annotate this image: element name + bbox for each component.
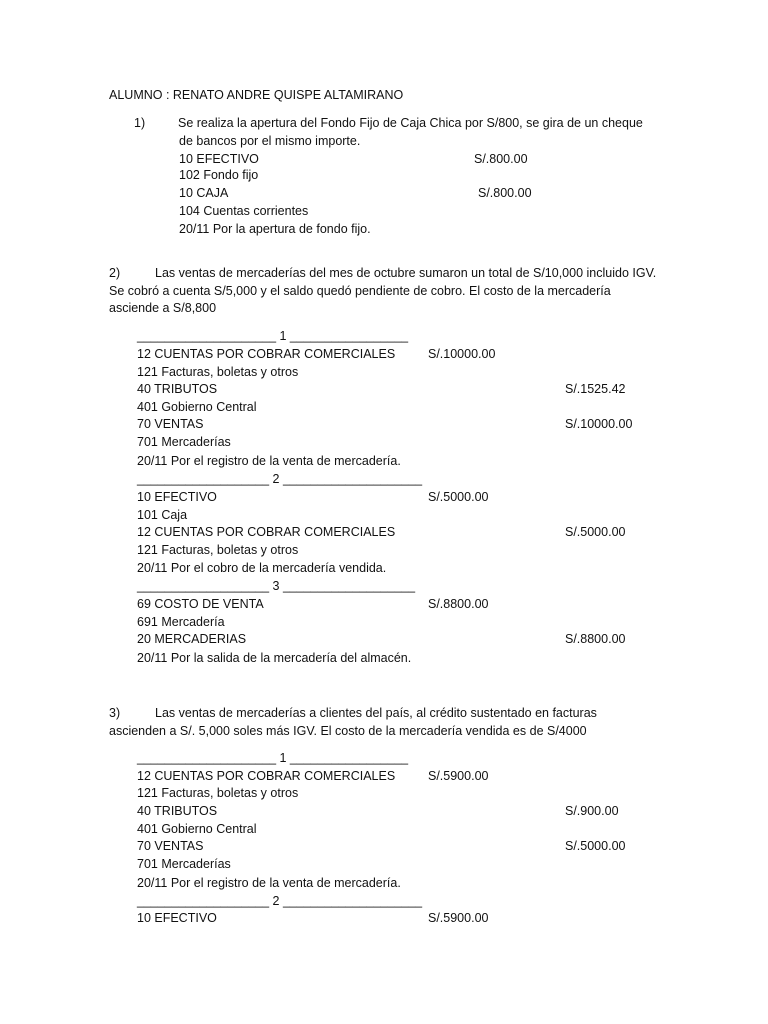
- ex2-statement: [109, 265, 657, 318]
- ex2-entry-line: 701 Mercaderías: [137, 435, 231, 449]
- ex3-entry-line: 70 VENTAS: [137, 839, 204, 853]
- ex1-statement-line1: Se realiza la apertura del Fondo Fijo de Caja Chica por S/800, se gira de un cheque: [178, 116, 643, 130]
- ex3-statement-text: Las ventas de mercaderías a clientes del país, al crédito sustentado en facturas ascienden a S/. 5,000 soles más IGV. El costo de la mercadería vendida es de S/4000: [109, 706, 597, 738]
- ex2-entry-line: 10 EFECTIVO: [137, 490, 217, 504]
- entry-separator: ___________________ 3 ___________________: [137, 579, 416, 593]
- ex2-statement-text: Las ventas de mercaderías del mes de octubre sumaron un total de S/10,000 incluido IGV. Se cobró a cuenta S/5,000 y el saldo quedó pendiente de cobro. El costo de la mercadería asciende a S/8,800: [109, 266, 657, 315]
- ex3-debit-amount: S/.5900.00: [428, 769, 489, 783]
- ex1-entry-line: 10 EFECTIVO: [179, 152, 259, 166]
- ex2-gloss: 20/11 Por el cobro de la mercadería vendida.: [137, 561, 387, 575]
- ex2-entry-line: 401 Gobierno Central: [137, 400, 257, 414]
- ex3-entry-line: 401 Gobierno Central: [137, 822, 257, 836]
- ex2-debit-amount: S/.5000.00: [428, 490, 489, 504]
- ex2-credit-amount: S/.1525.42: [565, 382, 626, 396]
- ex2-credit-amount: S/.5000.00: [565, 525, 626, 539]
- ex3-number: 3): [109, 706, 121, 720]
- ex1-statement-line2: de bancos por el mismo importe.: [179, 134, 361, 148]
- student-name: ALUMNO : RENATO ANDRE QUISPE ALTAMIRANO: [109, 88, 404, 102]
- ex2-entry-line: 12 CUENTAS POR COBRAR COMERCIALES: [137, 525, 396, 539]
- ex3-gloss: 20/11 Por el registro de la venta de mercadería.: [137, 876, 401, 890]
- ex2-entry-line: 40 TRIBUTOS: [137, 382, 218, 396]
- ex1-number: 1): [134, 116, 146, 130]
- ex2-number: 2): [109, 266, 121, 280]
- entry-separator: ____________________ 1 _________________: [137, 329, 409, 343]
- ex1-credit-amount: S/.800.00: [478, 186, 532, 200]
- ex2-debit-amount: S/.8800.00: [428, 597, 489, 611]
- ex3-entry-line: 10 EFECTIVO: [137, 911, 217, 925]
- ex3-credit-amount: S/.5000.00: [565, 839, 626, 853]
- ex3-entry-line: 701 Mercaderías: [137, 857, 231, 871]
- ex3-entry-line: 121 Facturas, boletas y otros: [137, 786, 299, 800]
- ex2-entry-line: 121 Facturas, boletas y otros: [137, 365, 299, 379]
- ex2-gloss: 20/11 Por la salida de la mercadería del almacén.: [137, 651, 412, 665]
- ex2-entry-line: 121 Facturas, boletas y otros: [137, 543, 299, 557]
- ex2-entry-line: 69 COSTO DE VENTA: [137, 597, 264, 611]
- ex2-credit-amount: S/.8800.00: [565, 632, 626, 646]
- ex1-entry-line: 104 Cuentas corrientes: [179, 204, 309, 218]
- entry-separator: ___________________ 2 ____________________: [137, 894, 423, 908]
- ex3-entry-line: 12 CUENTAS POR COBRAR COMERCIALES: [137, 769, 396, 783]
- ex2-debit-amount: S/.10000.00: [428, 347, 496, 361]
- ex3-credit-amount: S/.900.00: [565, 804, 619, 818]
- ex2-entry-line: 691 Mercadería: [137, 615, 225, 629]
- ex2-gloss: 20/11 Por el registro de la venta de mercadería.: [137, 454, 401, 468]
- entry-separator: ___________________ 2 ____________________: [137, 472, 423, 486]
- ex3-entry-line: 40 TRIBUTOS: [137, 804, 218, 818]
- ex1-gloss: 20/11 Por la apertura de fondo fijo.: [179, 222, 371, 236]
- ex1-entry-line: 102 Fondo fijo: [179, 168, 259, 182]
- ex2-credit-amount: S/.10000.00: [565, 417, 633, 431]
- ex2-entry-line: 101 Caja: [137, 508, 188, 522]
- entry-separator: ____________________ 1 _________________: [137, 751, 409, 765]
- ex2-entry-line: 70 VENTAS: [137, 417, 204, 431]
- ex2-entry-line: 20 MERCADERIAS: [137, 632, 247, 646]
- ex1-entry-line: 10 CAJA: [179, 186, 229, 200]
- ex3-statement: [109, 705, 657, 740]
- ex3-debit-amount: S/.5900.00: [428, 911, 489, 925]
- ex1-debit-amount: S/.800.00: [474, 152, 528, 166]
- ex2-entry-line: 12 CUENTAS POR COBRAR COMERCIALES: [137, 347, 396, 361]
